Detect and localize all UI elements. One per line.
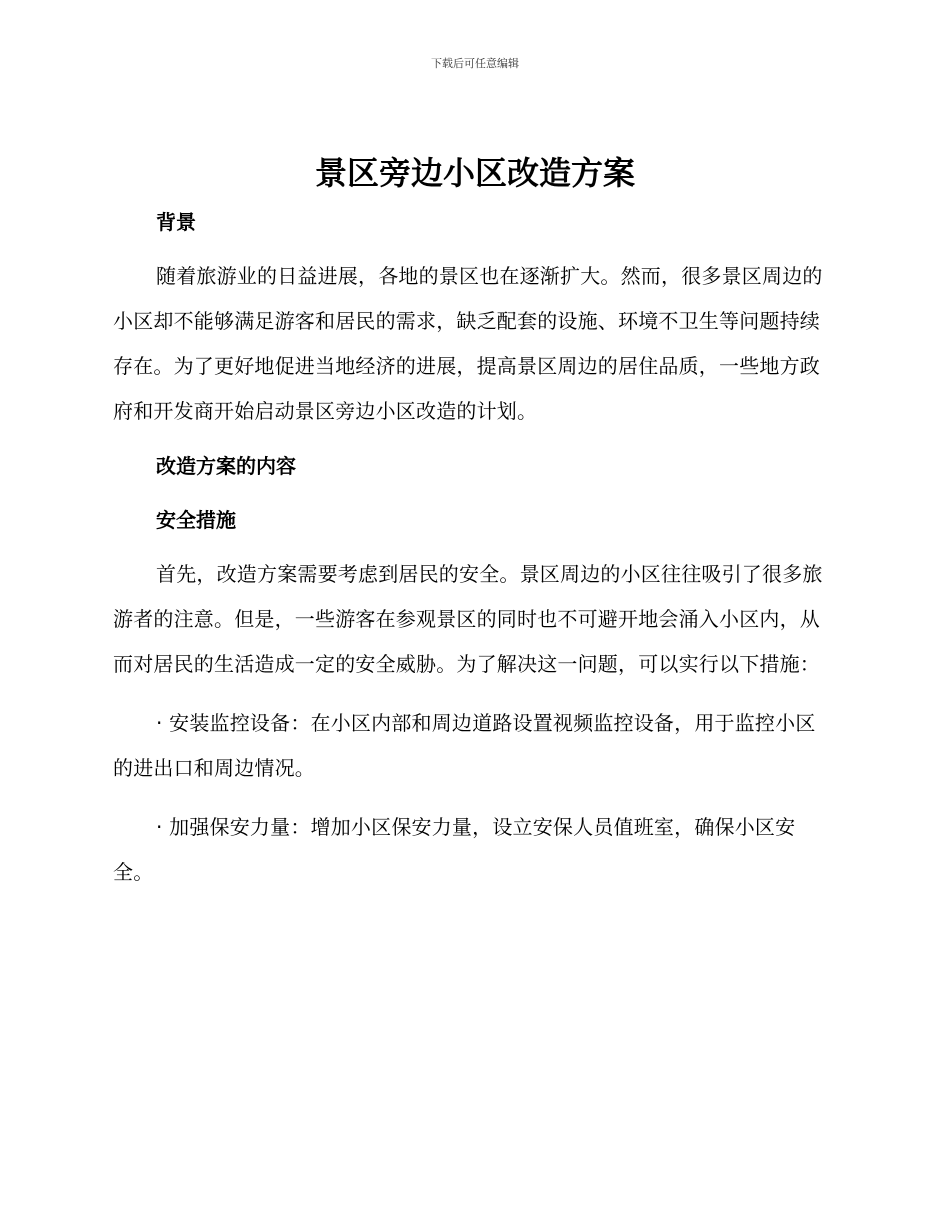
page-title: 景区旁边小区改造方案 [314, 154, 635, 192]
section-heading-plan: 改造方案的内容 [156, 454, 296, 478]
section-heading-safety: 安全措施 [156, 508, 236, 532]
bullet-item-monitoring: · 安装监控设备：在小区内部和周边道路设置视频监控设备，用于监控小区的进出口和周边情况。 [113, 711, 816, 780]
background-paragraph: 随着旅游业的日益进展，各地的景区也在逐渐扩大。然而，很多景区周边的小区却不能够满足游客和居民的需求，缺乏配套的设施、环境不卫生等问题持续存在。为了更好地促进当地经济的进展，提高景区周边的居住品质，一些地方政府和开发商开始启动景区旁边小区改造的计划。 [113, 264, 823, 423]
bullet-item-security-staff: · 加强保安力量：增加小区保安力量，设立安保人员值班室，确保小区安全。 [113, 815, 796, 884]
safety-paragraph: 首先，改造方案需要考虑到居民的安全。景区周边的小区往往吸引了很多旅游者的注意。但是，一些游客在参观景区的同时也不可避开地会涌入小区内，从而对居民的生活造成一定的安全威胁。为了解决这一问题，可以实行以下措施： [113, 562, 823, 676]
header-note: 下载后可任意编辑 [431, 57, 519, 70]
section-heading-background: 背景 [156, 210, 196, 234]
document-body [113, 200, 833, 895]
